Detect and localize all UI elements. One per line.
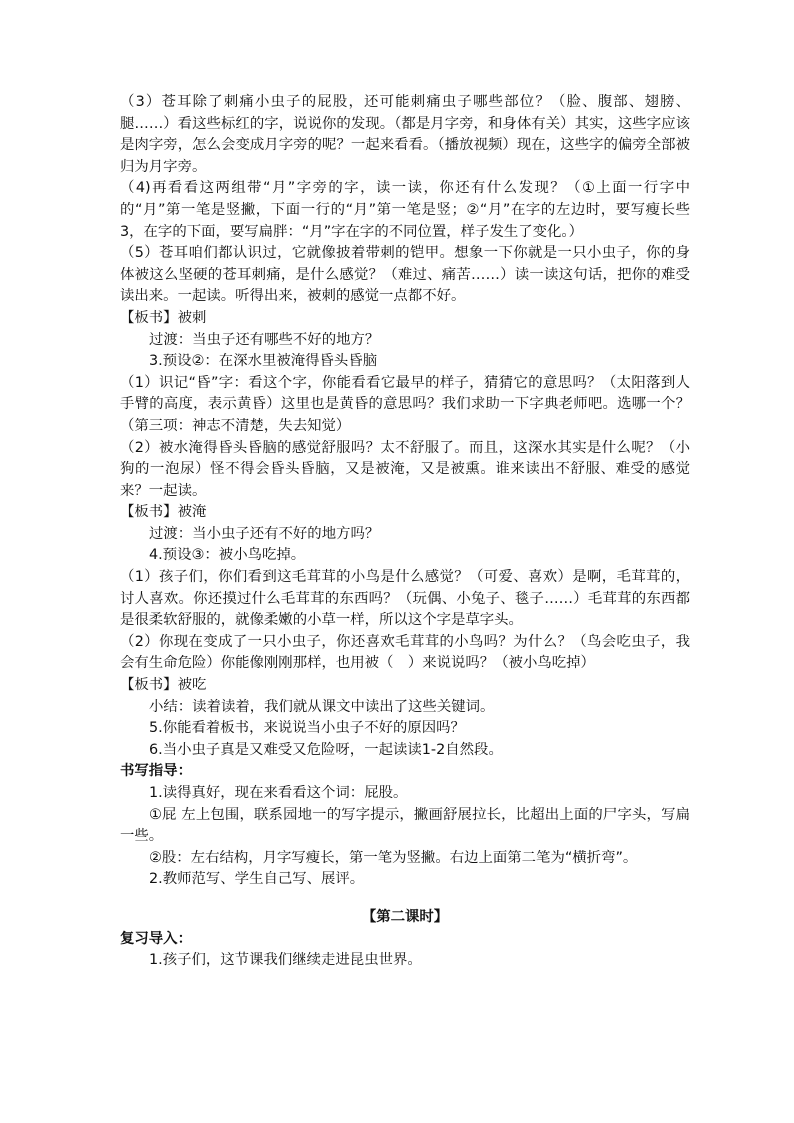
paragraph: ①屁 左上包围，联系园地一的写字提示，撇画舒展拉长，比超出上面的尸字头，写扁一些。: [120, 806, 690, 845]
subheading: 复习导入：: [120, 930, 192, 947]
paragraph: 小结：读着读着，我们就从课文中读出了这些关键词。: [149, 698, 495, 715]
paragraph: （4)再看看这两组带“月”字旁的字，读一读，你还有什么发现？（①上面一行字中的“月”第一笔是竖撇，下面一行的“月”第一笔是竖；②“月”在字的左边时，要写瘦长些3，在字的下面，要写扁胖：“月”字在字的不同位置，样子发生了变化。）: [120, 180, 690, 240]
paragraph: 1.读得真好，现在来看看这个词：屁股。: [149, 785, 408, 801]
paragraph: 过渡：当小虫子还有不好的地方吗？: [149, 525, 380, 542]
document-body: [120, 92, 690, 972]
paragraph: 3.预设②：在深水里被淹得昏头昏脑: [149, 353, 378, 370]
paragraph: （3）苍耳除了刺痛小虫子的屁股，还可能刺痛虫子哪些部位？（脸、腹部、翅膀、腿……）看这些标红的字，说说你的发现。（都是月字旁，和身体有关）其实，这些字应该是肉字旁，怎么会变成月字旁的呢？一起来看看。（播放视频）现在，这些字的偏旁全部被归为月字旁。: [120, 94, 690, 175]
paragraph: 1.孩子们，这节课我们继续走进昆虫世界。: [149, 952, 422, 969]
paragraph: （2）被水淹得昏头昏脑的感觉舒服吗？太不舒服了。而且，这深水其实是什么呢？（小狗的一泡尿）怪不得会昏头昏脑，又是被淹，又是被熏。谁来读出不舒服、难受的感觉来？一起读。: [120, 439, 690, 499]
paragraph: 4.预设③：被小鸟吃掉。: [149, 547, 306, 564]
paragraph: 【板书】被刺: [120, 309, 207, 326]
paragraph: 过渡：当虫子还有哪些不好的地方？: [149, 331, 380, 348]
paragraph: 【板书】被淹: [120, 504, 207, 521]
paragraph: （1）识记“昏”字：看这个字，你能看看它最早的样子，猜猜它的意思吗？（太阳落到人手臂的高度，表示黄昏）这里也是黄昏的意思吗？我们求助一下字典老师吧。选哪一个？（第三项：神志不清楚，失去知觉）: [120, 374, 690, 434]
paragraph: ②股：左右结构，月字写瘦长，第一笔为竖撇。右边上面第二笔为“横折弯”。: [149, 849, 638, 866]
subheading: 书写指导：: [120, 763, 192, 780]
paragraph: （5）苍耳咱们都认识过，它就像披着带刺的铠甲。想象一下你就是一只小虫子，你的身体被这么坚硬的苍耳刺痛，是什么感觉？（难过、痛苦……）读一读这句话，把你的难受读出来。一起读。听得出来，被刺的感觉一点都不好。: [120, 245, 690, 305]
paragraph: 2.教师范写、学生自己写、展评。: [149, 871, 365, 888]
paragraph: （2）你现在变成了一只小虫子，你还喜欢毛茸茸的小鸟吗？为什么？（鸟会吃虫子，我会有生命危险）你能像刚刚那样，也用被（ ）来说说吗？（被小鸟吃掉）: [120, 633, 690, 672]
paragraph: 5.你能看着板书，来说说当小虫子不好的原因吗？: [149, 720, 465, 737]
section-heading: 【第二课时】: [361, 908, 449, 925]
paragraph: 【板书】被吃: [120, 677, 207, 694]
paragraph: （1）孩子们，你们看到这毛茸茸的小鸟是什么感觉？（可爱、喜欢）是啊，毛茸茸的，讨人喜欢。你还摸过什么毛茸茸的东西吗？（玩偶、小兔子、毯子……）毛茸茸的东西都是很柔软舒服的，就像柔嫩的小草一样，所以这个字是草字头。: [120, 569, 690, 629]
paragraph: 6.当小虫子真是又难受又危险呀，一起读读1-2自然段。: [149, 741, 503, 758]
